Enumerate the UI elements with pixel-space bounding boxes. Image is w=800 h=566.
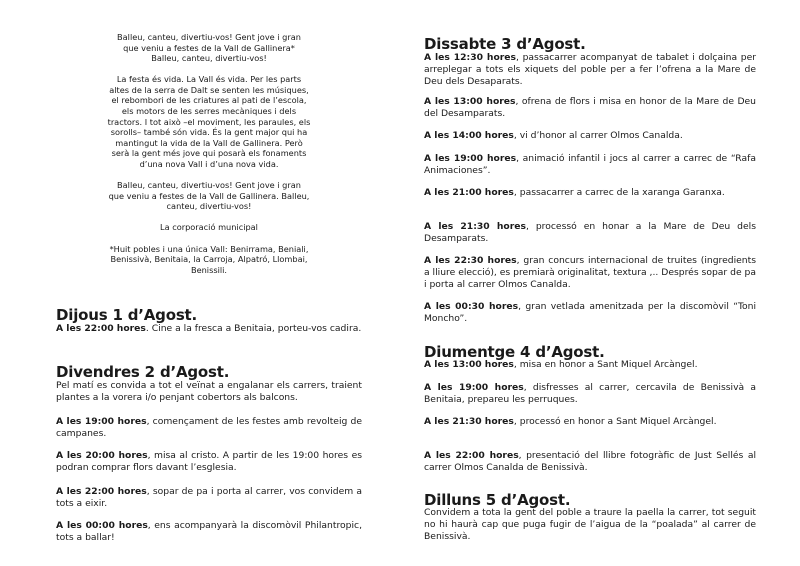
intro-paragraph: Balleu, canteu, divertiu-vos! Gent jove i gran que veniu a festes de la Vall de Gallinera. Balleu, canteu, divertiu-vos! (108, 180, 310, 212)
event-item: A les 14:00 hores, vi d’honor al carrer Olmos Canalda. (424, 130, 683, 141)
event-item: A les 19:00 hores, començament de les festes amb revolteig de campanes. (56, 416, 362, 439)
event-item: A les 19:00 hores, animació infantil i jocs al carrer a carrec de “Rafa Animaciones”. (424, 153, 756, 176)
intro-paragraph: La festa és vida. La Vall és vida. Per les parts altes de la serra de Dalt se senten les músiques, el rebombori de les criatures al pati de l’escola, els motors de les serres mecàniques i dels tractors. I tot això –el moviment, les paraules, els sorolls– també són vida. És la gent major qui ha mantingut la vida de la Vall de Gallinera. Però serà la gent més jove qui posarà els fonaments d’una nova Vall i d’una nova vida. (107, 74, 311, 170)
event-item: A les 22:00 hores. Cine a la fresca a Benitaia, porteu-vos cadira. (56, 323, 362, 334)
event-item: A les 12:30 hores, passacarrer acompanyat de tabalet i dolçaina per arreplegar a tots els xiquets del poble per a fer l’ofrena a la Mare de Deu dels Desaparats. (424, 52, 757, 87)
event-item: A les 00:30 hores, gran vetlada amenitzada per la discomòvil “Toni Moncho”. (424, 301, 756, 324)
event-item: A les 00:00 hores, ens acompanyarà la discomòvil Philantropic, tots a ballar! (56, 520, 362, 543)
intro-footnote: *Huit pobles i una única Vall: Benirrama, Beniali, Benissivà, Benitaia, la Carroja, Alpatró, Llombai, Benissili. (109, 243, 309, 275)
intro-signature: La corporació municipal (160, 222, 258, 233)
event-item: A les 22:30 hores, gran concurs internacional de truites (ingredients a lliure elecció), es premiarà originalitat, textura ,.. Després sopar de pa i porta al carrer Olmos Canalda. (424, 255, 757, 290)
event-item: A les 21:30 hores, processó en honar a la Mare de Deu dels Desamparats. (424, 221, 756, 244)
intro-text (86, 32, 332, 286)
event-item: A les 22:00 hores, sopar de pa i porta al carrer, vos convidem a tots a eixir. (56, 486, 362, 509)
event-item: A les 22:00 hores, presentació del llibre fotogràfic de Just Sellés al carrer Olmos Canalda de Benissivà. (424, 450, 757, 473)
event-item: A les 13:00 hores, misa en honor a Sant Miquel Arcàngel. (424, 359, 698, 370)
day-title: Diumentge 4 d’Agost. (424, 343, 605, 361)
day-title: Dissabte 3 d’Agost. (424, 35, 586, 53)
event-item: Pel matí es convida a tot el veïnat a engalanar els carrers, traient plantes a la vorera i/o penjant cobertors als balcons. (56, 380, 362, 403)
event-item: Convidem a tota la gent del poble a traure la paella la carrer, tot seguit no hi haurà cap que puga fugir de l’aigua de la “poalada” al carrer de Benissivà. (424, 507, 756, 542)
event-item: A les 21:30 hores, processó en honor a Sant Miquel Arcàngel. (424, 416, 717, 427)
event-item: A les 13:00 hores, ofrena de flors i misa en honor de la Mare de Deu del Desamparats. (424, 96, 756, 119)
day-title: Dilluns 5 d’Agost. (424, 491, 571, 509)
day-title: Divendres 2 d’Agost. (56, 363, 230, 381)
day-title: Dijous 1 d’Agost. (56, 306, 198, 324)
intro-paragraph: Balleu, canteu, divertiu-vos! Gent jove i gran que veniu a festes de la Vall de Gallinera* Balleu, canteu, divertiu-vos! (117, 32, 301, 64)
event-item: A les 21:00 hores, passacarrer a carrec de la xaranga Garanxa. (424, 187, 725, 198)
event-item: A les 19:00 hores, disfresses al carrer, cercavila de Benissivà a Benitaia, prepareu les perruques. (424, 382, 756, 405)
event-item: A les 20:00 hores, misa al cristo. A partir de les 19:00 hores es podran comprar flors davant l’esglesia. (56, 450, 363, 473)
